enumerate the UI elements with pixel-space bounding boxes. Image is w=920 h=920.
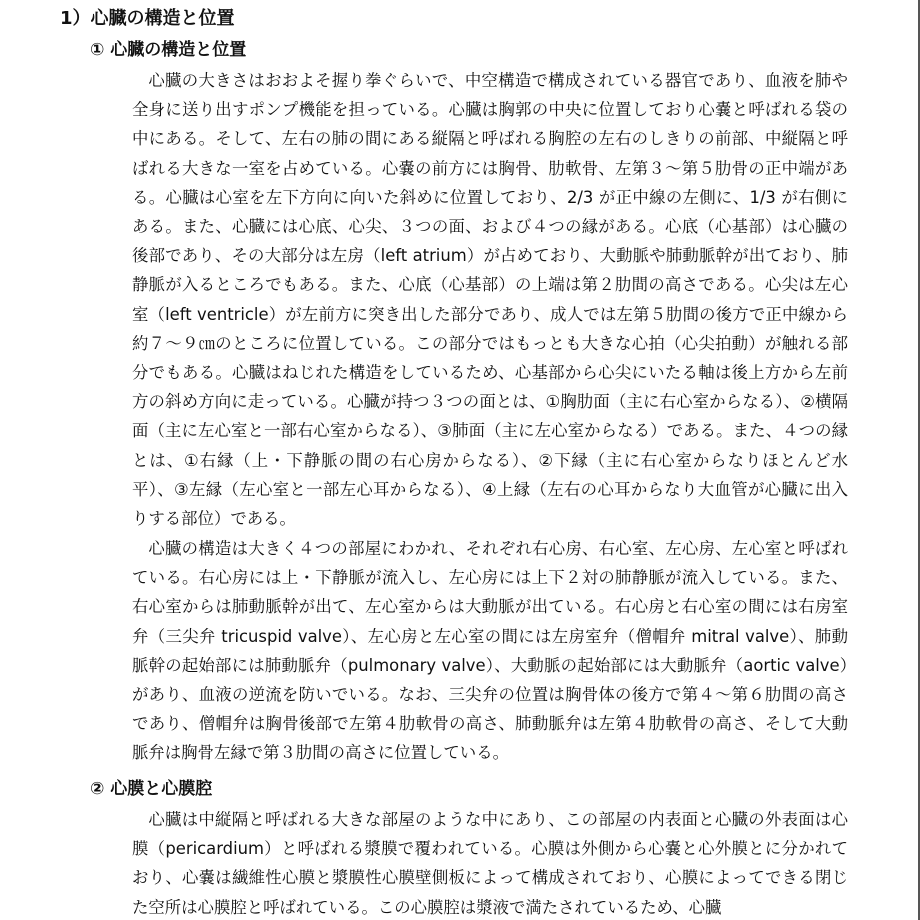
section-heading: 1）心臓の構造と位置 xyxy=(60,8,235,29)
paragraph-heart-size-position: 心臓の大きさはおおよそ握り拳ぐらいで、中空構造で構成されている器官であり、血液を肺や全身に送り出すポンプ機能を担っている。心臓は胸郭の中央に位置しており心嚢と呼ばれる袋の中にある。そして、左右の肺の間にある縦隔と呼ばれる胸腔の左右のしきりの前部、中縦隔と呼ばれる大きな一室を占めている。心嚢の前方には胸骨、肋軟骨、左第３～第５肋骨の正中端がある。心臓は心室を左下方向に向いた斜めに位置しており、2/3 が正中線の左側に、1/3 が右側にある。また、心臓には心底、心尖、３つの面、および４つの縁がある。心底（心基部）は心臓の後部であり、その大部分は左房（left atrium）が占めており、大動脈や肺動脈幹が出ており、肺静脈が入るところでもある。また、心底（心基部）の上端は第２肋間の高さである。心尖は左心室（left ventricle）が左前方に突き出した部分であり、成人では左第５肋間の後方で正中線から約７～９㎝のところに位置している。この部分ではもっとも大きな心拍（心尖拍動）が触れる部分でもある。心臓はねじれた構造をしているため、心基部から心尖にいたる軸は後上方から左前方の斜め方向に走っている。心臓が持つ３つの面とは、①胸肋面（主に右心室からなる）、②横隔面（主に左心室と一部右心室からなる）、③肺面（主に左心室からなる）である。また、４つの縁とは、①右縁（上・下静脈の間の右心房からなる）、②下縁（主に右心室からなりほとんど水平）、③左縁（左心室と一部左心耳からなる）、④上縁（左右の心耳からなり大血管が心臓に出入りする部位）である。 xyxy=(132,71,848,529)
subsection-heading-heart-structure: ① 心臓の構造と位置 xyxy=(90,40,247,60)
paragraph-pericardium: 心臓は中縦隔と呼ばれる大きな部屋のような中にあり、この部屋の内表面と心臓の外表面は心膜（pericardium）と呼ばれる漿膜で覆われている。心膜は外側から心嚢と心外膜とに分かれており、心嚢は繊維性心膜と漿膜性心膜壁側板によって構成されており、心膜によってできる閉じた空所は心膜腔と呼ばれている。この心膜腔は漿液で満たされているため、心臓 xyxy=(132,810,848,917)
paragraph-heart-chambers-valves: 心臓の構造は大きく４つの部屋にわかれ、それぞれ右心房、右心室、左心房、左心室と呼ばれている。右心房には上・下静脈が流入し、左心房には上下２対の肺静脈が流入している。また、右心室からは肺動脈幹が出て、左心室からは大動脈が出ている。右心房と右心室の間には右房室弁（三尖弁 tricuspid valve）、左心房と左心室の間には左房室弁（僧帽弁 mitral valve）、肺動脈幹の起始部には肺動脈弁（pulmonary valve）、大動脈の起始部には大動脈弁（aortic valve）があり、血液の逆流を防いでいる。なお、三尖弁の位置は胸骨体の後方で第４～第６肋間の高さであり、僧帽弁は胸骨後部で左第４肋軟骨の高さ、肺動脈弁は左第４肋軟骨の高さ、そして大動脈弁は胸骨左縁で第３肋間の高さに位置している。 xyxy=(132,539,848,763)
subsection-heading-pericardium: ② 心膜と心膜腔 xyxy=(90,779,213,799)
